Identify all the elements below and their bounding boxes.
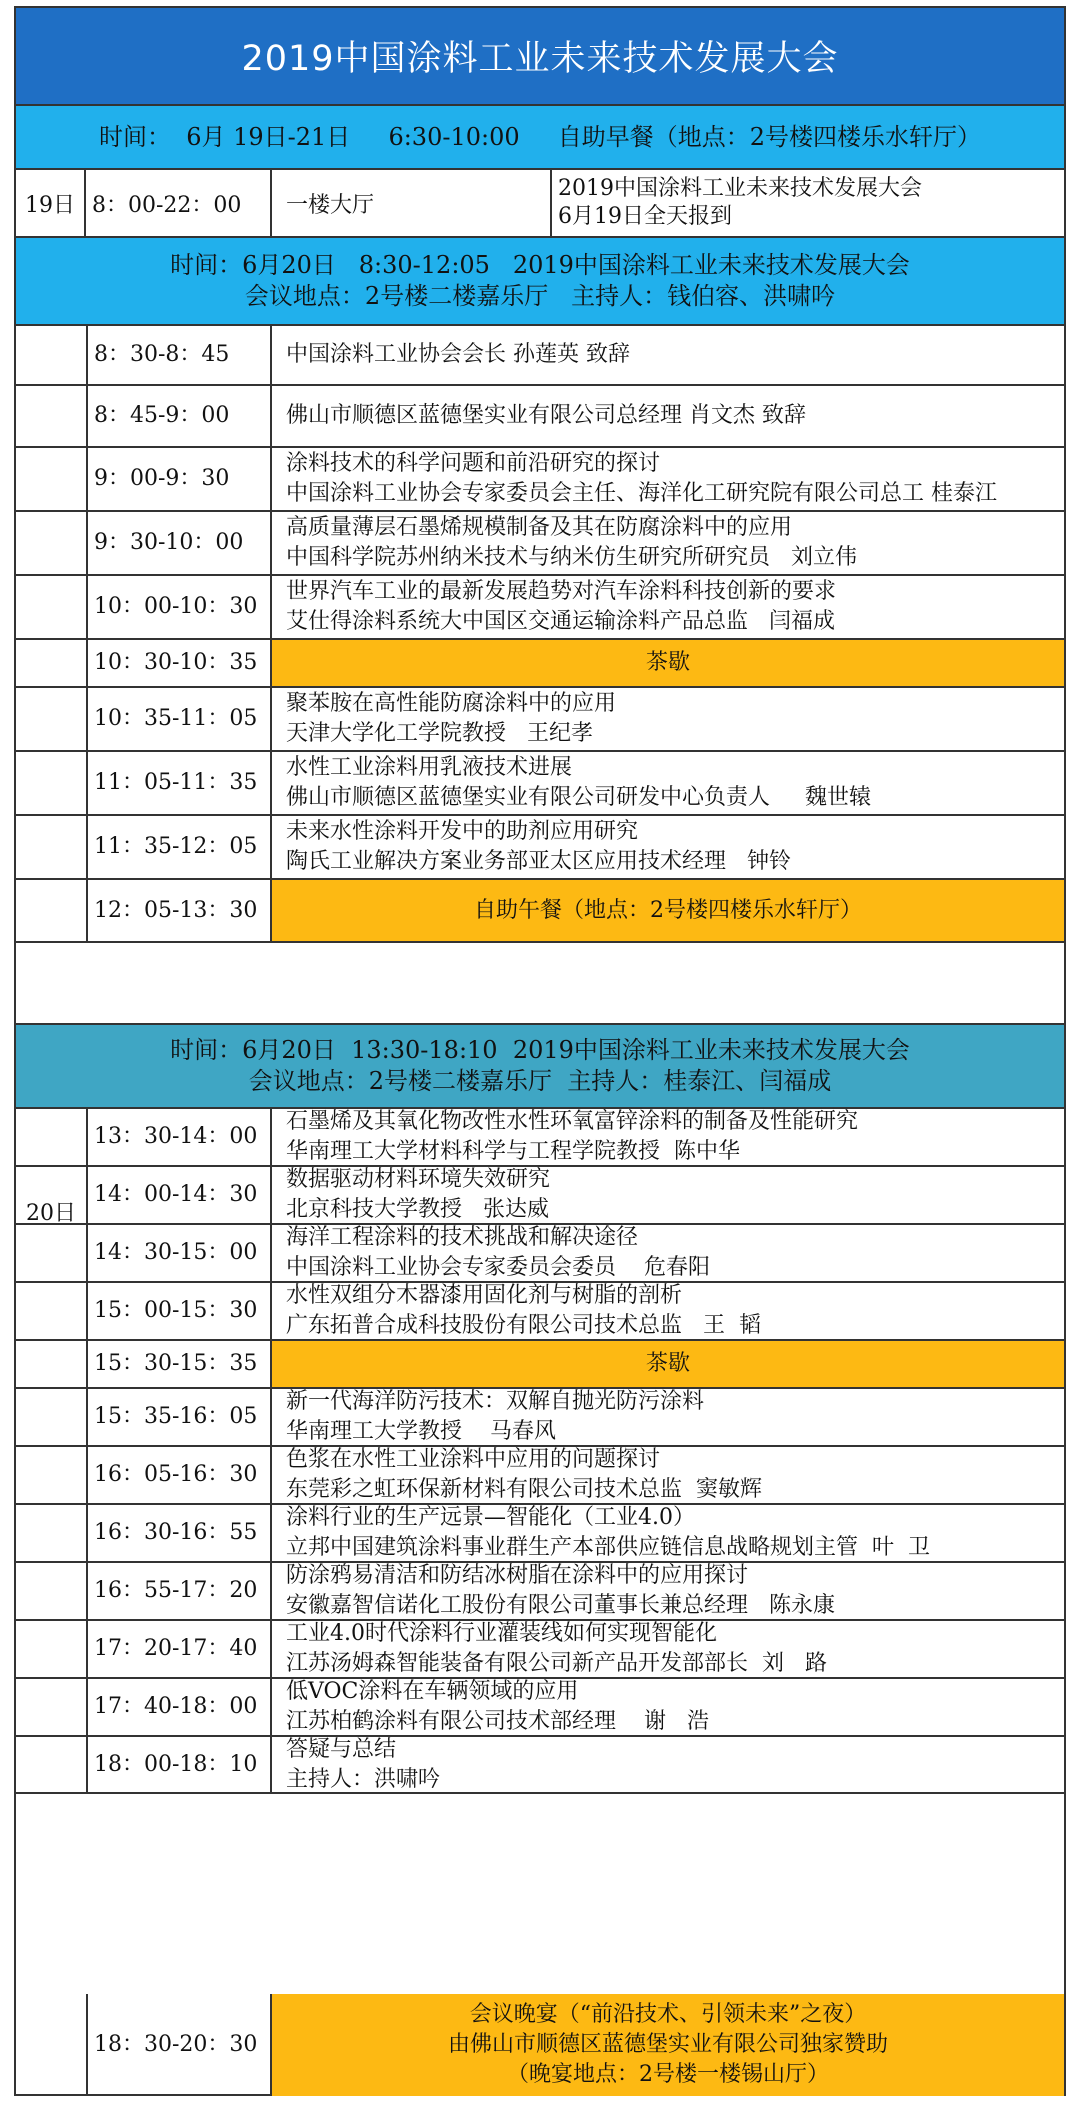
session-row bbox=[16, 1283, 1064, 1341]
session-time: 17：40-18：00 bbox=[86, 1679, 272, 1735]
session-content bbox=[272, 1505, 1064, 1561]
session-topic: 防涂鸦易清洁和防结冰树脂在涂料中的应用探讨 bbox=[286, 1563, 749, 1588]
session-time: 16：55-17：20 bbox=[86, 1563, 272, 1619]
session-content bbox=[272, 1737, 1064, 1792]
session-row bbox=[16, 688, 1064, 752]
session-speaker: 佛山市顺德区蓝德堡实业有限公司研发中心负责人 魏世辕 bbox=[286, 785, 871, 810]
breakfast-bar bbox=[16, 106, 1064, 170]
session-speaker: 华南理工大学材料科学与工程学院教授 陈中华 bbox=[286, 1139, 740, 1164]
session-row bbox=[16, 576, 1064, 640]
day19-label: 19日 bbox=[16, 170, 86, 236]
session-time: 15：30-15：35 bbox=[86, 1341, 272, 1387]
title-text: 2019中国涂料工业未来技术发展大会 bbox=[241, 39, 839, 79]
break-row bbox=[16, 880, 1064, 943]
session-content bbox=[272, 688, 1064, 750]
break-text: 自助午餐（地点：2号楼四楼乐水轩厅） bbox=[474, 897, 862, 923]
schedule-table bbox=[14, 6, 1066, 2096]
afternoon-header-line2: 会议地点：2号楼二楼嘉乐厅 主持人：桂泰江、闫福成 bbox=[248, 1067, 832, 1095]
session-topic: 石墨烯及其氧化物改性水性环氧富锌涂料的制备及性能研究 bbox=[286, 1109, 859, 1134]
session-time: 16：30-16：55 bbox=[86, 1505, 272, 1561]
banquet-time: 18：30-20：30 bbox=[86, 1994, 272, 2096]
banquet-line2: 由佛山市顺德区蓝德堡实业有限公司独家赞助 bbox=[447, 2032, 888, 2057]
session-content bbox=[272, 448, 1064, 510]
session-time: 8：45-9：00 bbox=[86, 386, 272, 446]
session-content bbox=[272, 1563, 1064, 1619]
session-time: 9：00-9：30 bbox=[86, 448, 272, 510]
session-row bbox=[16, 1621, 1064, 1679]
banquet-row bbox=[16, 1994, 1064, 2096]
session-row bbox=[16, 816, 1064, 880]
day19-row bbox=[16, 170, 1064, 238]
session-row bbox=[16, 1679, 1064, 1737]
session-topic: 答疑与总结 bbox=[286, 1736, 397, 1762]
session-time: 8：30-8：45 bbox=[86, 326, 272, 384]
day19-location: 一楼大厅 bbox=[272, 170, 552, 236]
morning-header-line2: 会议地点：2号楼二楼嘉乐厅 主持人：钱伯容、洪啸吟 bbox=[244, 282, 836, 310]
session-topic: 色浆在水性工业涂料中应用的问题探讨 bbox=[286, 1447, 661, 1472]
break-text: 茶歇 bbox=[645, 1351, 690, 1376]
session-time: 11：35-12：05 bbox=[86, 816, 272, 878]
session-speaker: 中国涂料工业协会专家委员会主任、海洋化工研究院有限公司总工 桂泰江 bbox=[286, 481, 997, 506]
session-content bbox=[272, 1679, 1064, 1735]
day20-label: 20日 bbox=[26, 1200, 76, 1226]
session-row bbox=[16, 1389, 1064, 1447]
session-speaker: 北京科技大学教授 张达威 bbox=[286, 1197, 549, 1222]
breakfast-text: 时间： 6月 19日-21日 6:30-10:00 自助早餐（地点：2号楼四楼乐水轩厅） bbox=[98, 122, 982, 151]
session-speaker: 中国涂料工业协会专家委员会委员 危春阳 bbox=[286, 1255, 710, 1280]
session-time: 11：05-11：35 bbox=[86, 752, 272, 814]
break-row bbox=[16, 1341, 1064, 1389]
session-time: 17：20-17：40 bbox=[86, 1621, 272, 1677]
break-label bbox=[272, 1341, 1064, 1387]
session-topic: 低VOC涂料在车辆领域的应用 bbox=[286, 1679, 579, 1704]
session-row bbox=[16, 1167, 1064, 1225]
session-time: 16：05-16：30 bbox=[86, 1447, 272, 1503]
session-content bbox=[272, 1447, 1064, 1503]
session-content bbox=[272, 1225, 1064, 1281]
session-time: 14：00-14：30 bbox=[86, 1167, 272, 1223]
session-topic: 水性工业涂料用乳液技术进展 bbox=[286, 755, 573, 780]
session-topic: 佛山市顺德区蓝德堡实业有限公司总经理 肖文杰 致辞 bbox=[286, 403, 806, 428]
session-row bbox=[16, 1447, 1064, 1505]
session-content bbox=[272, 1621, 1064, 1677]
break-label bbox=[272, 640, 1064, 686]
session-row bbox=[16, 1225, 1064, 1283]
session-topic: 海洋工程涂料的技术挑战和解决途径 bbox=[286, 1225, 639, 1250]
session-speaker: 广东拓普合成科技股份有限公司技术总监 王 韬 bbox=[286, 1313, 761, 1338]
session-topic: 高质量薄层石墨烯规模制备及其在防腐涂料中的应用 bbox=[286, 515, 793, 540]
banquet-line3: （晚宴地点：2号楼一楼锡山厅） bbox=[507, 2062, 829, 2087]
session-speaker: 江苏柏鹤涂料有限公司技术部经理 谢 浩 bbox=[286, 1709, 709, 1734]
session-time: 18：00-18：10 bbox=[86, 1737, 272, 1792]
day19-event-line2: 6月19日全天报到 bbox=[558, 204, 732, 229]
break-label bbox=[272, 880, 1064, 941]
session-row bbox=[16, 752, 1064, 816]
session-time: 10：35-11：05 bbox=[86, 688, 272, 750]
session-topic: 聚苯胺在高性能防腐涂料中的应用 bbox=[286, 691, 617, 716]
afternoon-header-line1: 时间：6月20日 13:30-18:10 2019中国涂料工业未来技术发展大会 bbox=[170, 1036, 910, 1064]
session-row bbox=[16, 326, 1064, 386]
session-topic: 数据驱动材料环境失效研究 bbox=[286, 1167, 551, 1192]
session-time: 15：35-16：05 bbox=[86, 1389, 272, 1445]
session-row bbox=[16, 512, 1064, 576]
session-content bbox=[272, 752, 1064, 814]
session-topic: 世界汽车工业的最新发展趋势对汽车涂料科技创新的要求 bbox=[286, 579, 837, 604]
session-row bbox=[16, 1563, 1064, 1621]
session-time: 13：30-14：00 bbox=[86, 1109, 272, 1165]
session-row bbox=[16, 1737, 1064, 1794]
session-topic: 新一代海洋防污技术：双解自抛光防污涂料 bbox=[286, 1389, 705, 1414]
session-content bbox=[272, 1167, 1064, 1223]
session-speaker: 东莞彩之虹环保新材料有限公司技术总监 窦敏辉 bbox=[286, 1477, 762, 1502]
session-speaker: 中国科学院苏州纳米技术与纳米仿生研究所研究员 刘立伟 bbox=[286, 545, 857, 570]
session-speaker: 华南理工大学教授 马春风 bbox=[286, 1419, 556, 1444]
page-title bbox=[16, 8, 1064, 106]
session-time: 12：05-13：30 bbox=[86, 880, 272, 941]
session-content bbox=[272, 576, 1064, 638]
session-speaker: 艾仕得涂料系统大中国区交通运输涂料产品总监 闫福成 bbox=[286, 609, 835, 634]
session-row bbox=[16, 386, 1064, 448]
session-topic: 工业4.0时代涂料行业灌装线如何实现智能化 bbox=[286, 1621, 717, 1646]
session-speaker: 陶氏工业解决方案业务部亚太区应用技术经理 钟铃 bbox=[286, 849, 791, 874]
session-content bbox=[272, 816, 1064, 878]
break-row bbox=[16, 640, 1064, 688]
session-topic: 未来水性涂料开发中的助剂应用研究 bbox=[286, 819, 639, 844]
day19-event-line1: 2019中国涂料工业未来技术发展大会 bbox=[558, 176, 922, 201]
session-time: 15：00-15：30 bbox=[86, 1283, 272, 1339]
break-text: 茶歇 bbox=[645, 650, 690, 675]
session-content bbox=[272, 1389, 1064, 1445]
day19-time: 8：00-22：00 bbox=[86, 170, 272, 236]
morning-header-line1: 时间：6月20日 8:30-12:05 2019中国涂料工业未来技术发展大会 bbox=[170, 251, 910, 279]
session-content bbox=[272, 1109, 1064, 1165]
session-speaker: 主持人：洪啸吟 bbox=[286, 1766, 441, 1792]
session-time: 14：30-15：00 bbox=[86, 1225, 272, 1281]
banquet-line1: 会议晚宴（“前沿技术、引领未来”之夜） bbox=[469, 2002, 867, 2027]
day19-event bbox=[552, 170, 1064, 236]
session-topic: 涂料行业的生产远景—智能化（工业4.0） bbox=[286, 1505, 695, 1530]
session-time: 9：30-10：00 bbox=[86, 512, 272, 574]
session-row bbox=[16, 448, 1064, 512]
session-topic: 涂料技术的科学问题和前沿研究的探讨 bbox=[286, 451, 661, 476]
session-time: 10：30-10：35 bbox=[86, 640, 272, 686]
session-speaker: 立邦中国建筑涂料事业群生产本部供应链信息战略规划主管 叶 卫 bbox=[286, 1535, 930, 1560]
banquet-content bbox=[272, 1994, 1064, 2096]
morning-session-header bbox=[16, 238, 1064, 326]
session-content bbox=[272, 1283, 1064, 1339]
afternoon-session-header bbox=[16, 1023, 1064, 1109]
session-row bbox=[16, 1109, 1064, 1167]
session-content bbox=[272, 386, 1064, 446]
session-topic: 水性双组分木器漆用固化剂与树脂的剖析 bbox=[286, 1283, 683, 1308]
session-content bbox=[272, 326, 1064, 384]
session-topic: 中国涂料工业协会会长 孙莲英 致辞 bbox=[286, 342, 630, 367]
session-speaker: 天津大学化工学院教授 王纪孝 bbox=[286, 721, 593, 746]
session-content bbox=[272, 512, 1064, 574]
session-row bbox=[16, 1505, 1064, 1563]
session-speaker: 江苏汤姆森智能装备有限公司新产品开发部部长 刘 路 bbox=[286, 1651, 827, 1676]
session-time: 10：00-10：30 bbox=[86, 576, 272, 638]
session-speaker: 安徽嘉智信诺化工股份有限公司董事长兼总经理 陈永康 bbox=[286, 1593, 835, 1618]
